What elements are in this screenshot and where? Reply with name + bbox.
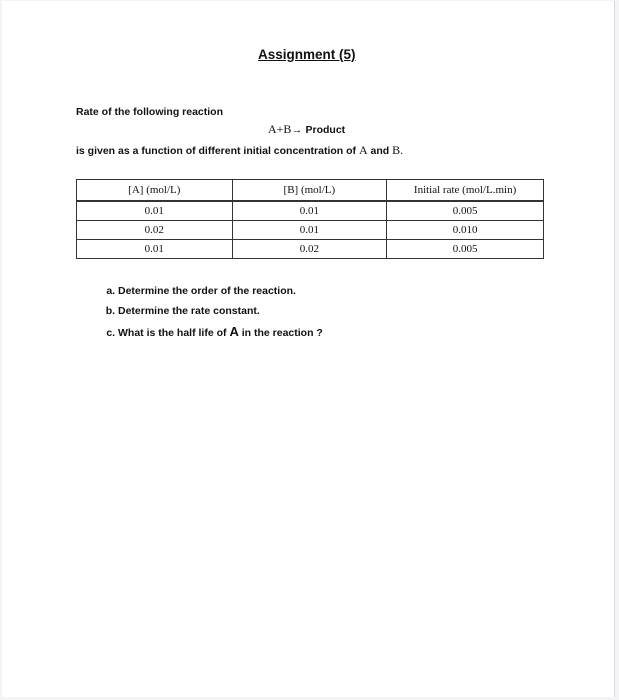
reaction-equation (268, 122, 345, 137)
question-c-suffix: in the reaction ? (241, 327, 323, 339)
concentration-table (76, 179, 544, 259)
table-header-row (77, 180, 544, 202)
description-conj: and (370, 145, 390, 157)
assignment-title: Assignment (5) (258, 47, 356, 62)
table-cell: 0.01 (77, 201, 233, 221)
table-row (77, 240, 544, 259)
description-main: is given as a function of different initial concentration of (76, 145, 357, 157)
species-a: A (358, 143, 368, 157)
table-header-a: [A] (mol/L) (77, 180, 233, 202)
table-row (77, 201, 544, 221)
description-text (76, 143, 403, 158)
table-cell: 0.005 (387, 240, 544, 259)
table-header-rate: Initial rate (mol/L.min) (387, 180, 544, 202)
table-header-b: [B] (mol/L) (232, 180, 387, 202)
table-cell: 0.005 (387, 201, 544, 221)
question-c-species: A (229, 324, 239, 339)
question-list (100, 285, 323, 347)
table-cell: 0.02 (232, 240, 387, 259)
reactants: A+B (268, 122, 292, 136)
table-cell: 0.02 (77, 221, 233, 240)
table-cell: 0.01 (77, 240, 233, 259)
question-b: b. Determine the rate constant. (118, 305, 323, 318)
table-row (77, 221, 544, 240)
question-c-prefix: What is the half life of (118, 327, 227, 339)
table-cell: 0.010 (387, 221, 544, 240)
document-page (2, 1, 615, 697)
species-b: B. (392, 143, 404, 157)
intro-text: Rate of the following reaction (76, 106, 224, 118)
question-c (118, 325, 323, 340)
product-label: Product (305, 124, 346, 136)
table-cell: 0.01 (232, 201, 387, 221)
arrow-icon: → (291, 124, 303, 136)
question-a: a. Determine the order of the reaction. (118, 285, 323, 298)
table-cell: 0.01 (232, 221, 387, 240)
